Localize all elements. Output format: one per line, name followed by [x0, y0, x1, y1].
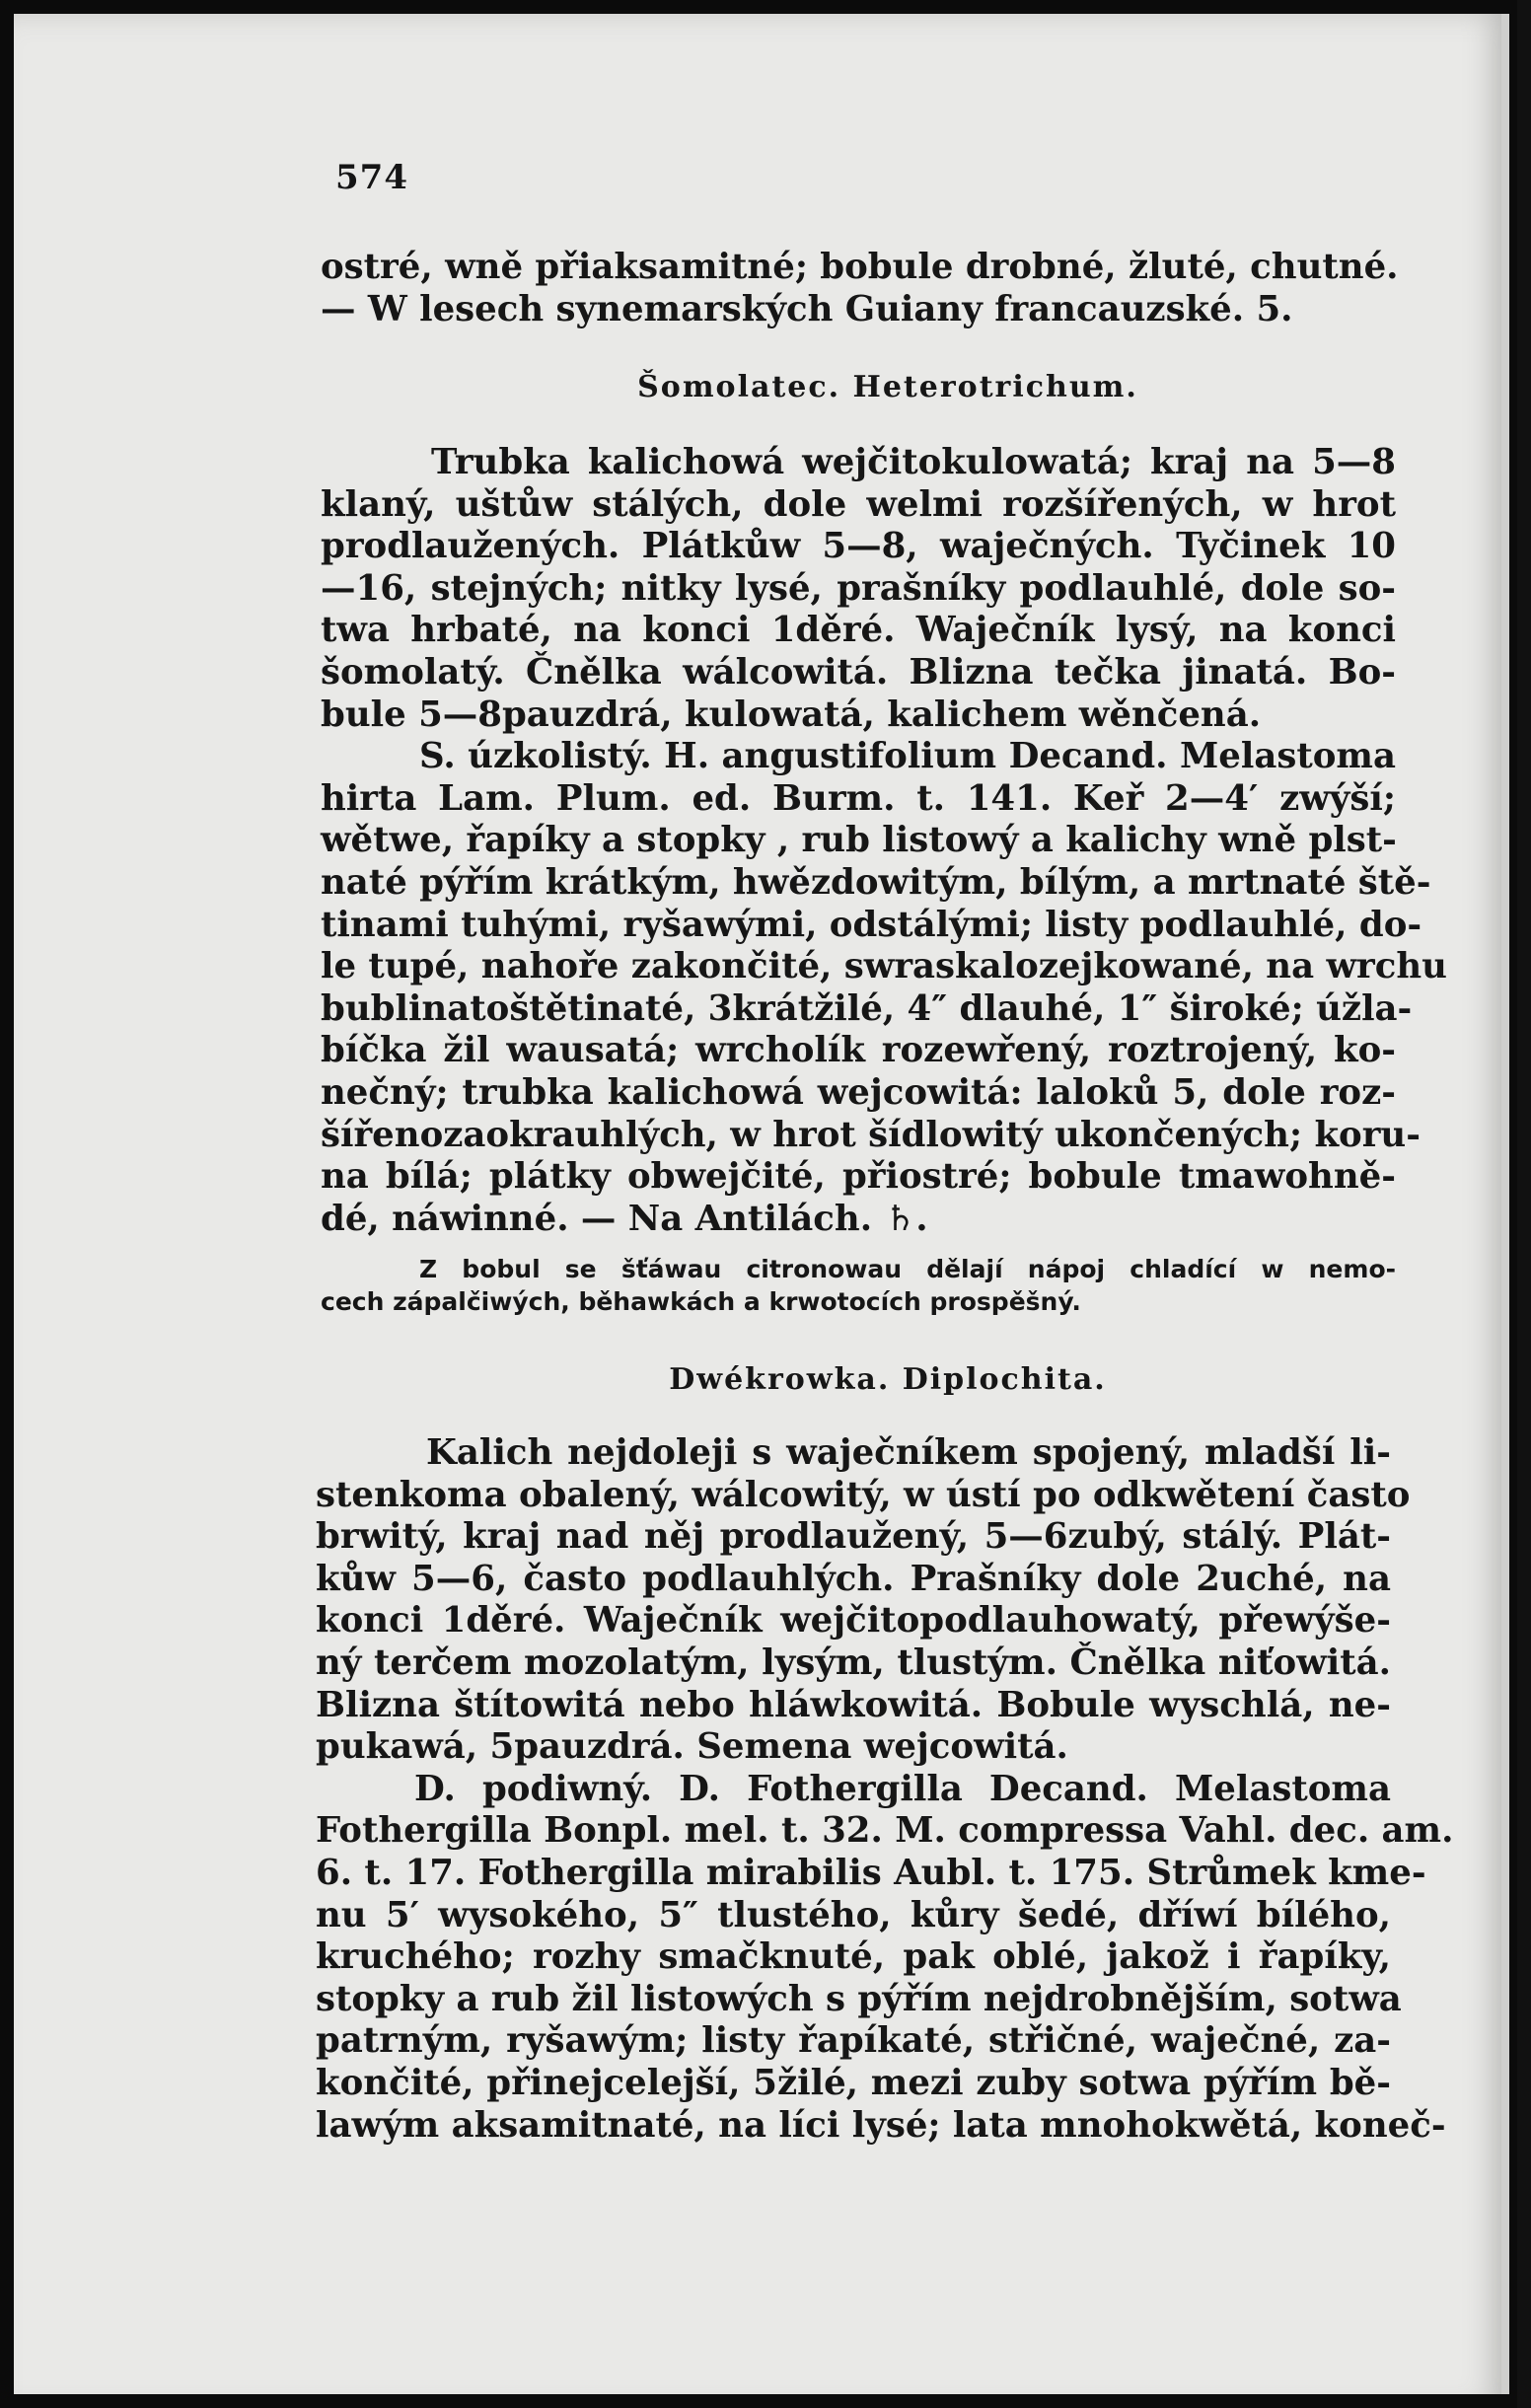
page-number: 574: [335, 158, 408, 197]
note-line: cech zápalčiwých, běhawkách a krwotocích prospěšný.: [321, 1287, 1081, 1316]
text-line: Blizna štítowitá nebo hláwkowitá. Bobule wyschlá, ne-: [316, 1684, 1391, 1725]
text-line: končité, přinejcelejší, 5žilé, mezi zuby sotwa pýřím bě-: [316, 2062, 1391, 2103]
text-line: Trubka kalichowá wejčitokulowatá; kraj na 5—8: [431, 442, 1396, 482]
text-line: dé, náwinné. — Na Antilách. ♄.: [321, 1198, 928, 1239]
text-line: tinami tuhými, ryšawými, odstálými; listy podlauhlé, do-: [321, 904, 1422, 945]
text-line: prodlaužených. Plátkůw 5—8, waječných. Tyčinek 10: [321, 526, 1396, 567]
text-line: twa hrbaté, na konci 1děré. Waječník lysý, na konci: [321, 610, 1396, 651]
text-line: kruchého; rozhy smačknuté, pak oblé, jakož i řapíky,: [316, 1936, 1391, 1978]
text-line: naté pýřím krátkým, hwězdowitým, bílým, a mrtnaté ště-: [321, 861, 1431, 903]
note-block: [321, 1253, 1396, 1318]
text-line: bublinatoštětinaté, 3krátžilé, 4″ dlauhé, 1″ široké; úžla-: [321, 987, 1413, 1029]
text-line: klaný, uštůw stálých, dole welmi rozšířených, w hrot: [321, 483, 1396, 525]
genus-heading-heterotrichum: [321, 367, 1396, 408]
text-line: ostré, wně přiaksamitné; bobule drobné, žluté, chutné.: [321, 247, 1399, 287]
text-line: bule 5—8pauzdrá, kulowatá, kalichem wěnčená.: [321, 693, 1262, 735]
text-line: šomolatý. Čnělka wálcowitá. Blizna tečka jinatá. Bo-: [321, 651, 1396, 693]
text-line: pukawá, 5pauzdrá. Semena wejcowitá.: [316, 1726, 1068, 1768]
genus-heading: Dwékrowka. Diplochita.: [669, 1362, 1107, 1397]
text-line: stenkoma obalený, wálcowitý, w ústí po odkwětení často: [316, 1474, 1411, 1515]
text-line: šířenozaokrauhlých, w hrot šídlowitý ukončených; koru-: [321, 1114, 1421, 1155]
genus-description-diplochita: [316, 1432, 1454, 2147]
text-line: —16, stejných; nitky lysé, prašníky podlauhlé, dole so-: [321, 567, 1396, 609]
genus-heading-diplochita: [321, 1359, 1396, 1401]
text-line: na bílá; plátky obwejčité, přiostré; bobule tmawohně-: [321, 1156, 1396, 1198]
text-line: nečný; trubka kalichowá wejcowitá: laloků 5, dole roz-: [321, 1071, 1396, 1113]
text-line: nu 5′ wysokého, 5″ tlustého, kůry šedé, dříwí bílého,: [316, 1894, 1391, 1935]
text-line: lawým aksamitnaté, na líci lysé; lata mnohokwětá, koneč-: [316, 2104, 1446, 2146]
note-line: Z bobul se šťáwau citronowau dělají nápoj chladící w nemo-: [419, 1255, 1396, 1283]
text-line: kůw 5—6, často podlauhlých. Prašníky dole 2uché, na: [316, 1558, 1391, 1599]
text-line: 6. t. 17. Fothergilla mirabilis Aubl. t. 175. Strůmek kme-: [316, 1852, 1426, 1893]
text-line: patrným, ryšawým; listy řapíkaté, střičné, waječné, za-: [316, 2020, 1391, 2062]
page-edge-shadow: [1517, 0, 1531, 2408]
text-line: D. podiwný. D. Fothergilla Decand. Melastoma: [414, 1768, 1391, 1809]
genus-heading: Šomolatec. Heterotrichum.: [637, 370, 1138, 404]
text-line: bíčka žil wausatá; wrcholík rozewřený, roztrojený, ko-: [321, 1030, 1396, 1071]
text-line: stopky a rub žil listowých s pýřím nejdrobnějším, sotwa: [316, 1978, 1402, 2019]
text-line: S. úzkolistý. H. angustifolium Decand. Melastoma: [419, 736, 1396, 777]
text-line: le tupé, nahoře zakončité, swraskalozejkowané, na wrchu: [321, 946, 1447, 987]
text-line: konci 1děré. Waječník wejčitopodlauhowatý, přewýše-: [316, 1600, 1391, 1642]
text-line: Kalich nejdoleji s waječníkem spojený, mladší li-: [426, 1432, 1391, 1473]
text-line: — W lesech synemarských Guiany francauzské. 5.: [321, 288, 1293, 329]
text-line: hirta Lam. Plum. ed. Burm. t. 141. Keř 2—4′ zwýší;: [321, 777, 1396, 819]
text-line: wětwe, řapíky a stopky , rub listowý a kalichy wně plst-: [321, 820, 1397, 861]
text-line: brwitý, kraj nad něj prodlaužený, 5—6zubý, stálý. Plát-: [316, 1516, 1391, 1558]
genus-description-heterotrichum: [321, 442, 1447, 1240]
text-line: Fothergilla Bonpl. mel. t. 32. M. compressa Vahl. dec. am.: [316, 1810, 1454, 1852]
block-continuation: [321, 247, 1399, 330]
text-line: ný terčem mozolatým, lysým, tlustým. Čnělka niťowitá.: [316, 1642, 1391, 1683]
